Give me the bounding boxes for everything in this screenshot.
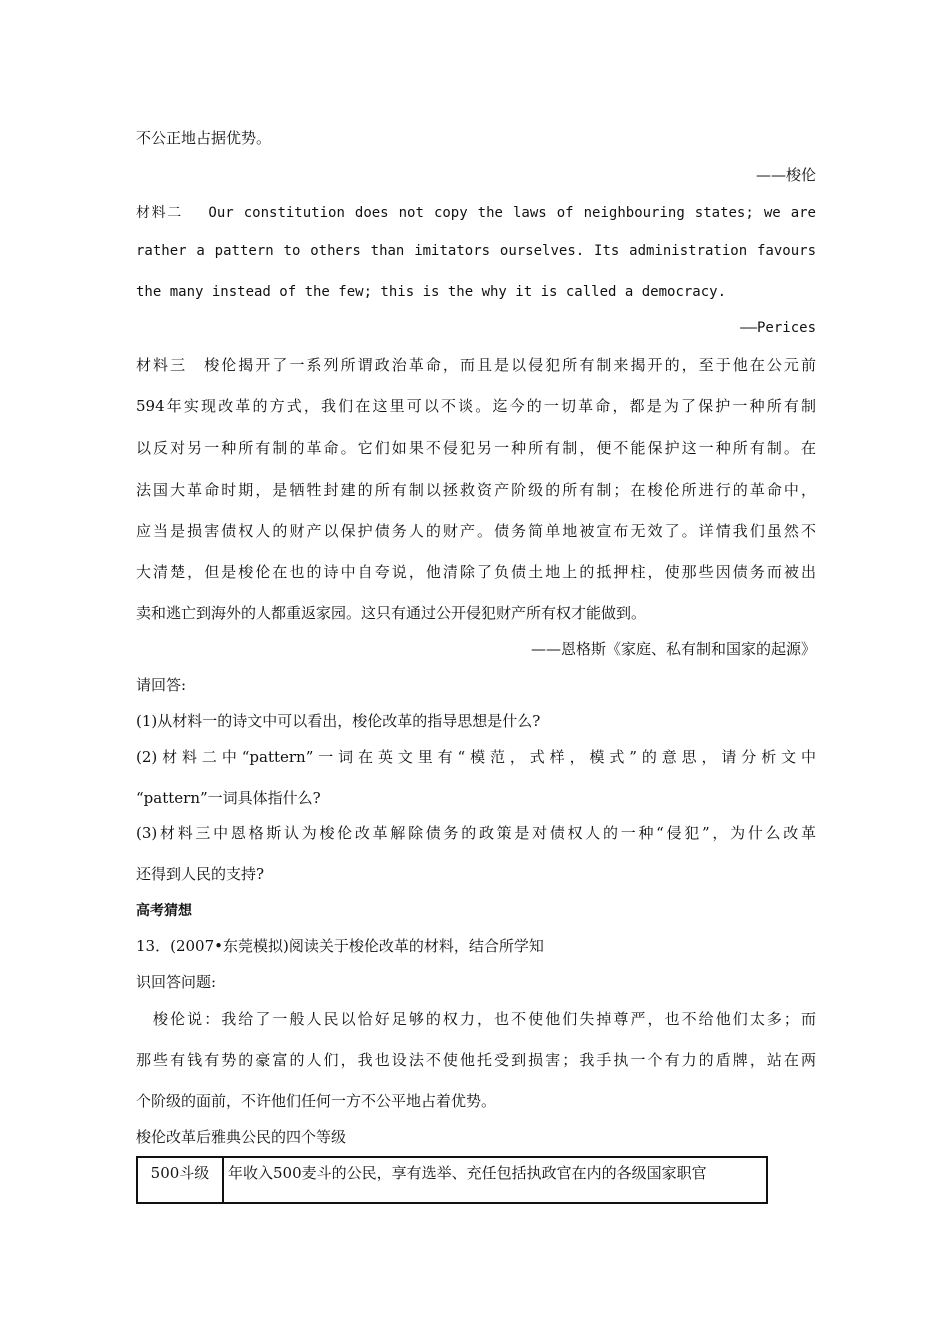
question-1: (1)从材料一的诗文中可以看出，梭伦改革的指导思想是什么?	[136, 712, 541, 730]
attribution-engels: ——恩格斯《家庭、私有制和国家的起源》	[530, 640, 816, 658]
material-one-end: 不公正地占据优势。	[136, 129, 272, 147]
material-three-line-4: 法国大革命时期，是牺牲封建的所有制以拯救资产阶级的所有制；在梭伦所进行的革命中，	[136, 481, 816, 499]
question-2-line-1: (2)材料二中“pattern”一词在英文里有“模范，式样，模式”的意思，请分析文中	[136, 748, 816, 766]
material-three-line-3: 以反对另一种所有制的革命。它们如果不侵犯另一种所有制，便不能保护这一种所有制。在	[136, 439, 816, 457]
solon-quote-line-2: 那些有钱有势的豪富的人们，我也设法不使他托受到损害；我手执一个有力的盾牌，站在两	[136, 1051, 816, 1069]
grade-cell: 500斗级	[137, 1157, 223, 1203]
solon-quote-line-1: 梭伦说：我给了一般人民以恰好足够的权力，也不使他们失掉尊严，也不给他们太多；而	[136, 1010, 816, 1028]
material-three-line-6: 大清楚，但是梭伦在也的诗中自夸说，他清除了负债土地上的抵押柱，使那些因债务而被出	[136, 563, 816, 581]
material-two-line-3: the many instead of the few; this is the why it is called a democracy.	[136, 284, 727, 300]
description-cell: 年收入500麦斗的公民，享有选举、充任包括执政官在内的各级国家职官	[223, 1157, 767, 1203]
question-3-line-2: 还得到人民的支持?	[136, 865, 265, 883]
material-three-line-2: 594年实现改革的方式，我们在这里可以不谈。迄今的一切革命，都是为了保护一种所有制	[136, 397, 816, 415]
attribution-solon: ——梭伦	[755, 166, 816, 184]
material-two-line-1: 材料二 Our constitution does not copy the laws of neighbouring states; we are	[136, 205, 816, 221]
material-three-line-7: 卖和逃亡到海外的人都重返家园。这只有通过公开侵犯财产所有权才能做到。	[136, 604, 647, 622]
question-3-line-1: (3)材料三中恩格斯认为梭伦改革解除债务的政策是对债权人的一种“侵犯”，为什么改革	[136, 824, 816, 842]
section-heading: 高考猜想	[136, 903, 192, 919]
question-13-line-1: 13．(2007•东莞模拟)阅读关于梭伦改革的材料，结合所学知	[136, 937, 544, 955]
table-caption: 梭伦改革后雅典公民的四个等级	[136, 1128, 347, 1146]
questions-heading: 请回答:	[136, 676, 187, 694]
solon-quote-line-3: 个阶级的面前，不许他们任何一方不公平地占着优势。	[136, 1092, 497, 1110]
table-row	[137, 1157, 767, 1203]
attribution-perices: ——Perices	[740, 320, 816, 336]
material-two-line-2: rather a pattern to others than imitators ourselves. Its administration favours	[136, 243, 816, 259]
question-2-line-2: “pattern”一词具体指什么?	[136, 789, 321, 807]
citizen-grades-table	[136, 1156, 768, 1204]
material-three-line-5: 应当是损害债权人的财产以保护债务人的财产。债务简单地被宣布无效了。详情我们虽然不	[136, 522, 816, 540]
question-13-line-2: 识回答问题:	[136, 973, 217, 991]
material-three-line-1: 材料三 梭伦揭开了一系列所谓政治革命，而且是以侵犯所有制来揭开的，至于他在公元前	[136, 356, 816, 374]
